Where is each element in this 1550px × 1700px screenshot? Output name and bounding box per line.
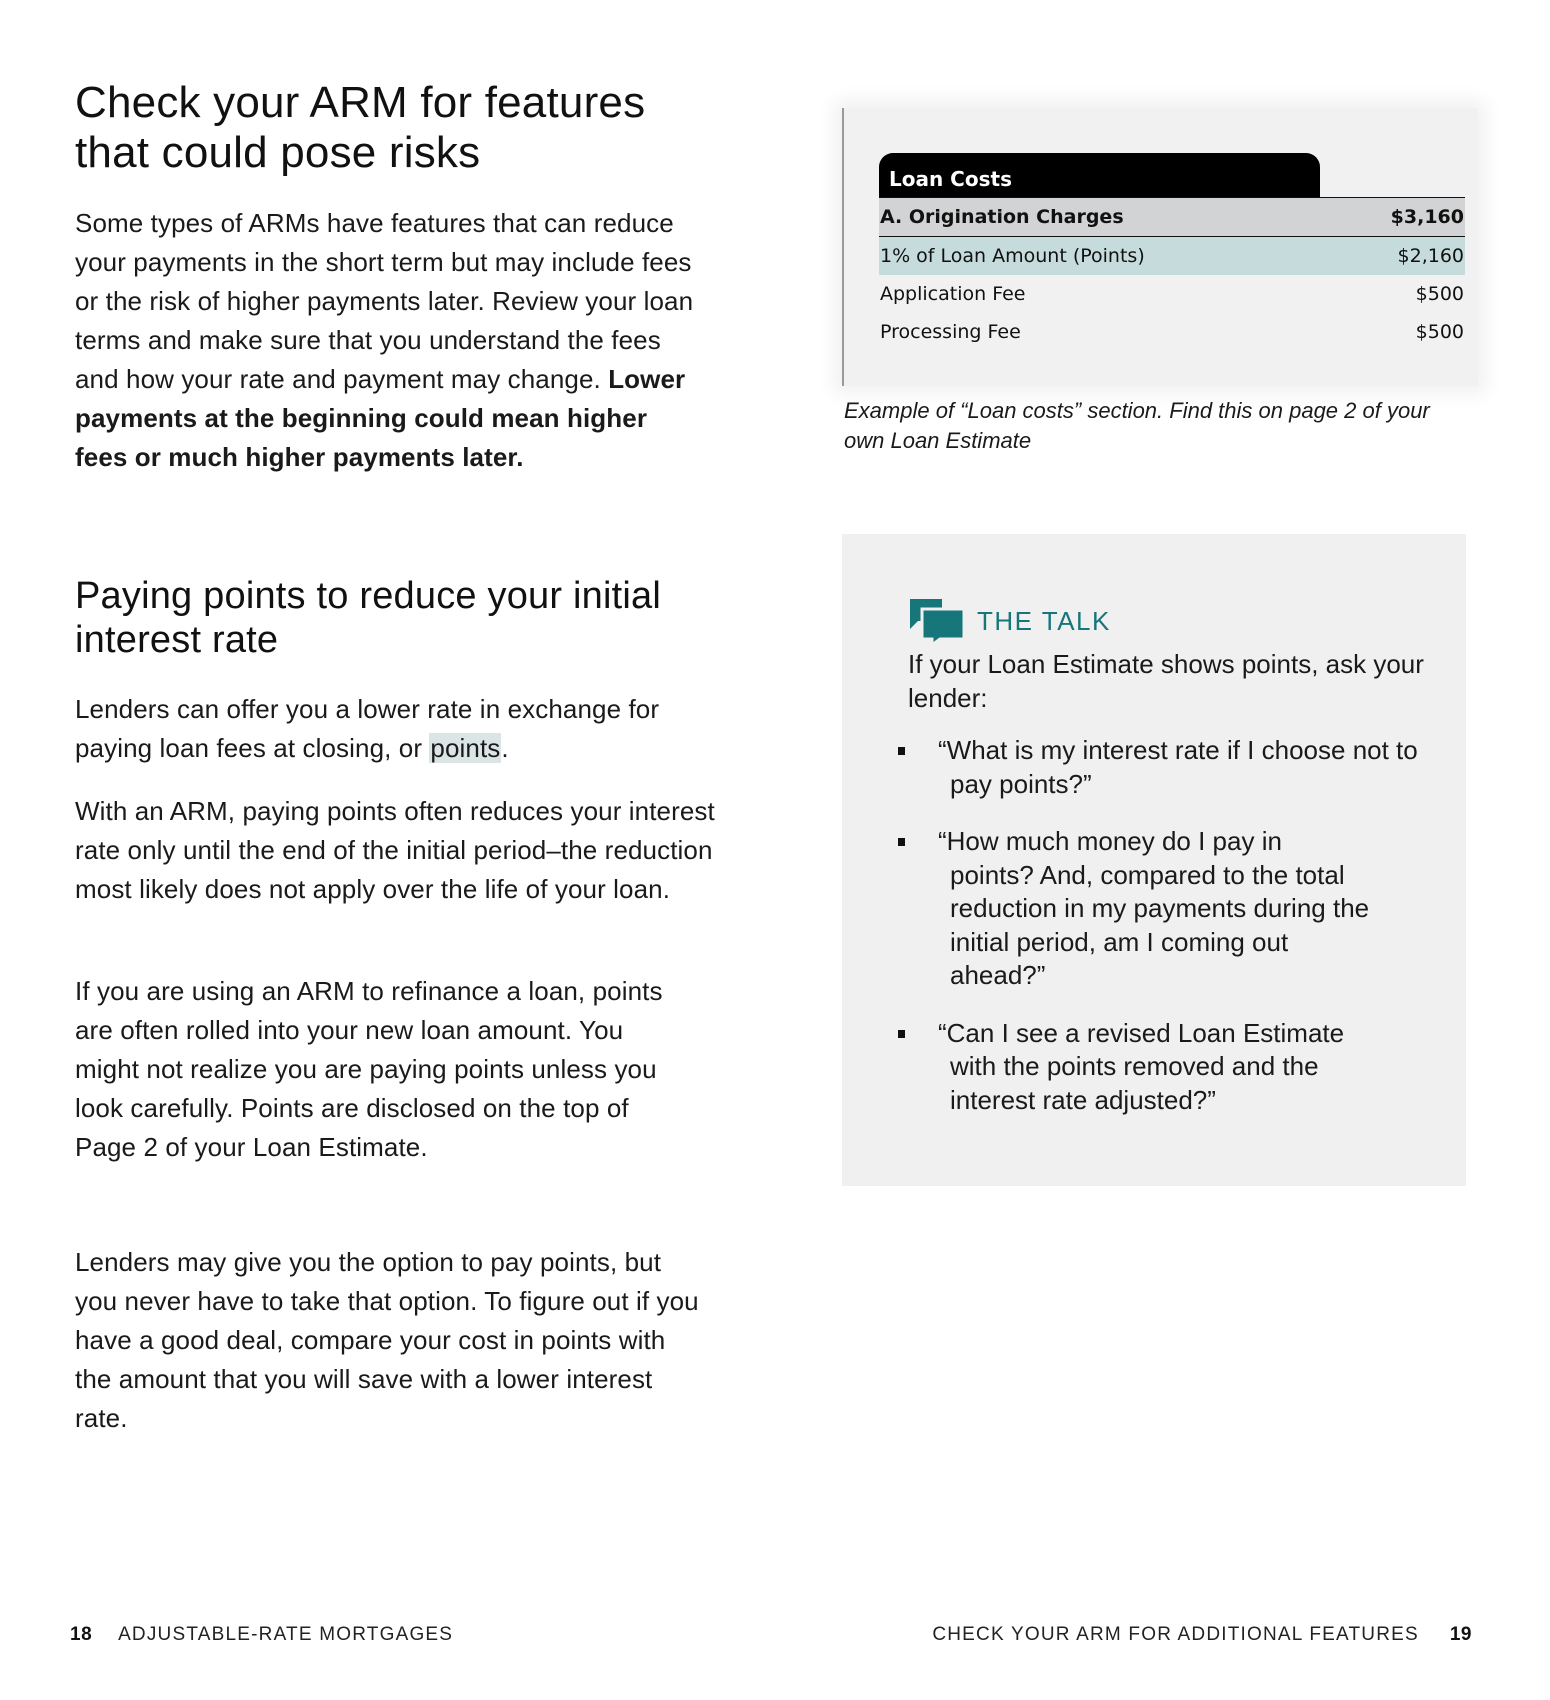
origination-charges-row (879, 197, 1465, 237)
question-text: “How much money do I pay in points? And, compared to the total reduction in my payments during the initial period, am I coming out ahead?” (938, 826, 1370, 990)
page-heading: Check your ARM for features that could pose risks (75, 78, 646, 177)
lender-questions-list (898, 734, 1438, 1141)
the-talk-box (842, 534, 1466, 1186)
points-row (879, 237, 1465, 275)
loan-costs-example-card (842, 108, 1478, 386)
arm-points-paragraph: With an ARM, paying points often reduces your interest rate only until the end of the initial period–the reduction most likely does not apply over the life of your loan. (75, 796, 715, 904)
intro-text: Some types of ARMs have features that can reduce your payments in the short term but may include fees or the risk of higher payments later. Review your loan terms and make sure that you understand the fees and how your rate and payment may change. (75, 208, 694, 394)
page-number-left: 18 (70, 1624, 93, 1645)
row-label: Application Fee (880, 283, 1026, 305)
question-text: “What is my interest rate if I choose not to pay points?” (938, 735, 1418, 799)
list-item (898, 825, 1438, 993)
row-label: 1% of Loan Amount (Points) (880, 245, 1145, 267)
bullet-square-icon (898, 838, 905, 846)
points-term-highlight[interactable]: points (430, 733, 501, 763)
row-value: $500 (1415, 321, 1464, 343)
list-item (898, 734, 1438, 801)
points-text: Lenders can offer you a lower rate in exchange for paying loan fees at closing, or (75, 694, 660, 763)
page-number-right: 19 (1449, 1624, 1472, 1645)
bullet-square-icon (898, 1030, 905, 1038)
row-label: Processing Fee (880, 321, 1021, 343)
the-talk-intro: If your Loan Estimate shows points, ask your lender: (908, 649, 1424, 713)
option-paragraph: Lenders may give you the option to pay points, but you never have to take that option. To figure out if you have a good deal, compare your cost in points with the amount that you will save with a lower interest rate. (75, 1247, 699, 1433)
row-value: $500 (1415, 283, 1464, 305)
speech-bubbles-icon (910, 599, 966, 645)
loan-costs-tab-title: Loan Costs (879, 153, 1320, 197)
processing-fee-row (879, 313, 1465, 351)
footer-left-title: ADJUSTABLE-RATE MORTGAGES (118, 1624, 454, 1645)
row-value: $2,160 (1397, 245, 1464, 267)
bullet-square-icon (898, 747, 905, 755)
footer-left (70, 1623, 453, 1647)
application-fee-row (879, 275, 1465, 313)
row-value: $3,160 (1390, 206, 1464, 228)
row-label: A. Origination Charges (880, 206, 1124, 228)
intro-paragraph (75, 204, 705, 477)
question-text: “Can I see a revised Loan Estimate with the points removed and the interest rate adjusted?” (938, 1017, 1345, 1115)
the-talk-title: THE TALK (977, 606, 1111, 636)
intro-bold-warning: Lower payments at the beginning could mean higher fees or much higher payments later. (75, 364, 686, 472)
loan-costs-caption: Example of “Loan costs” section. Find this on page 2 of your own Loan Estimate (844, 398, 1430, 453)
footer-right (932, 1623, 1472, 1647)
loan-costs-table (879, 197, 1465, 351)
points-paragraph (75, 690, 675, 768)
points-period: . (501, 733, 509, 763)
list-item (898, 1017, 1438, 1118)
footer-right-title: CHECK YOUR ARM FOR ADDITIONAL FEATURES (932, 1624, 1419, 1645)
section-heading-points: Paying points to reduce your initial interest rate (75, 575, 661, 661)
refinance-paragraph: If you are using an ARM to refinance a loan, points are often rolled into your new loan amount. You might not realize you are paying points unless you look carefully. Points are disclosed on the top of Page 2 of your Loan Estimate. (75, 976, 663, 1162)
